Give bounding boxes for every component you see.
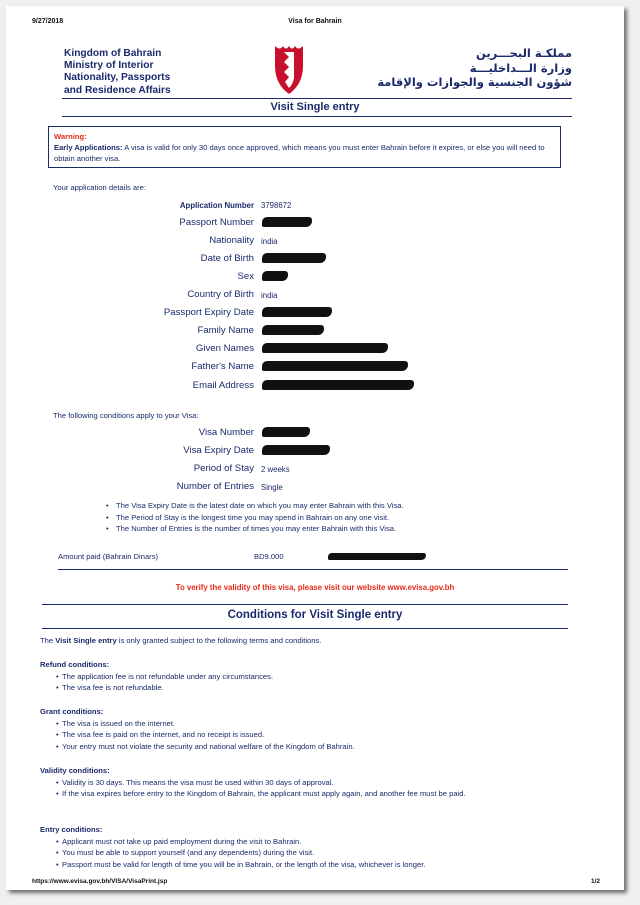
conditions-intro-visa-type: Visit Single entry (55, 636, 117, 645)
field-row-date-of-birth (6, 253, 624, 271)
warning-text-block (54, 142, 555, 164)
redaction-mark (262, 343, 388, 353)
field-value: 3798672 (261, 201, 292, 210)
list-item: • You must be able to support yourself (and any dependents) during the visit. (40, 847, 580, 859)
field-value: 2 weeks (261, 465, 290, 474)
conditions-intro (40, 636, 321, 645)
field-label: Family Name (197, 325, 254, 336)
visa-notes-list (106, 500, 566, 535)
field-value: india (261, 291, 278, 300)
field-row-email-address (6, 380, 624, 398)
title-divider (62, 116, 572, 117)
redaction-mark (262, 307, 332, 317)
ministry-line: Nationality, Passports (64, 72, 171, 84)
amount-paid-row (58, 552, 558, 564)
amount-label: Amount paid (Bahrain Dinars) (58, 552, 159, 561)
visa-intro: The following conditions apply to your Visa: (53, 411, 199, 420)
warning-box (48, 126, 561, 168)
ministry-name-english (64, 48, 171, 97)
list-item: • The Period of Stay is the longest time you may spend in Bahrain on any one visit. (106, 512, 566, 524)
field-row-visa-number (6, 427, 624, 445)
field-row-sex (6, 271, 624, 289)
list-item: • Your entry must not violate the security and national welfare of the Kingdom of Bahrain. (40, 741, 580, 753)
print-footer (32, 878, 600, 888)
print-header (32, 18, 598, 28)
field-label: Nationality (209, 235, 254, 246)
redaction-mark (262, 217, 312, 227)
field-value: india (261, 237, 278, 246)
warning-title: Warning: (54, 132, 87, 141)
verify-notice: To verify the validity of this visa, please visit our website www.evisa.gov.bh (175, 583, 455, 592)
field-row-country-of-birth (6, 289, 624, 307)
list-item: • Applicant must not take up paid employment during the visit to Bahrain. (40, 836, 580, 848)
ministry-line-ar: مملكـة البحـــرين (476, 46, 572, 60)
field-value: Single (261, 483, 283, 492)
validity-conditions (40, 765, 580, 800)
field-label: Application Number (179, 201, 254, 210)
warning-label: Early Applications: (54, 143, 123, 152)
print-title: Visa for Bahrain (288, 18, 342, 25)
warning-text: A visa is valid for only 30 days once approved, which means you must enter Bahrain before it expires, or else you will need to obtain another visa. (54, 143, 545, 163)
footer-url: https://www.evisa.gov.bh/VISA/VisaPrint.jsp (32, 878, 168, 885)
print-date: 9/27/2018 (32, 18, 64, 25)
list-item: • The Visa Expiry Date is the latest date on which you may enter Bahrain with this Visa. (106, 500, 566, 512)
field-label: Number of Entries (176, 481, 254, 492)
redaction-mark (262, 427, 310, 437)
field-label: Period of Stay (193, 463, 254, 474)
field-row-given-names (6, 343, 624, 361)
redaction-mark (262, 253, 326, 263)
field-row-number-of-entries (6, 481, 624, 499)
field-label: Passport Expiry Date (163, 307, 254, 318)
field-label: Given Names (195, 343, 254, 354)
footer-page-number: 1/2 (590, 878, 600, 885)
list-item: • The application fee is not refundable under any circumstances. (40, 671, 580, 683)
refund-conditions (40, 659, 580, 694)
field-label: Sex (237, 271, 254, 282)
list-item: • Passport must be valid for length of time you will be in Bahrain, or the length of the visa, whichever is longer. (40, 859, 580, 871)
ministry-name-arabic (377, 46, 572, 90)
redaction-mark (262, 325, 324, 335)
redaction-mark (328, 553, 426, 560)
field-row-visa-expiry-date (6, 445, 624, 463)
list-item: • The Number of Entries is the number of times you may enter Bahrain with this Visa. (106, 523, 566, 535)
ministry-line-ar: شؤون الجنسية والجوازات والإقامة (377, 75, 572, 89)
condition-heading: Validity conditions: (40, 766, 110, 775)
grant-conditions (40, 706, 580, 752)
field-row-fathers-name (6, 361, 624, 379)
list-item: • The visa is issued on the internet. (40, 718, 580, 730)
header-divider (62, 98, 572, 99)
field-label: Date of Birth (200, 253, 254, 264)
list-item: • The visa fee is paid on the internet, and no receipt is issued. (40, 729, 580, 741)
ministry-line-ar: وزارة الـــداخليـــة (469, 60, 572, 75)
field-row-passport-expiry-date (6, 307, 624, 325)
document-page (6, 6, 624, 890)
amount-divider (58, 569, 568, 570)
field-label: Passport Number (179, 217, 254, 228)
field-label: Email Address (192, 380, 254, 391)
field-row-passport-number (6, 217, 624, 235)
redaction-mark (262, 380, 414, 390)
application-intro: Your application details are: (53, 183, 147, 192)
entry-conditions (40, 824, 580, 870)
redaction-mark (262, 271, 288, 281)
conditions-intro-suffix: is only granted subject to the following terms and conditions. (116, 636, 322, 645)
field-label: Visa Number (198, 427, 254, 438)
redaction-mark (262, 445, 330, 455)
conditions-title: Conditions for Visit Single entry (227, 609, 403, 621)
list-item: • If the visa expires before entry to the Kingdom of Bahrain, the applicant must apply again, and another fee must be paid. (40, 788, 580, 800)
condition-heading: Refund conditions: (40, 660, 110, 669)
ministry-line: Kingdom of Bahrain (64, 48, 162, 59)
ministry-line: Ministry of Interior (64, 60, 154, 72)
conditions-divider (42, 628, 568, 629)
list-item: • The visa fee is not refundable. (40, 682, 580, 694)
list-item: • Validity is 30 days. This means the visa must be used within 30 days of approval. (40, 777, 580, 789)
conditions-intro-prefix: The (40, 636, 56, 645)
document-title: Visit Single entry (270, 101, 360, 113)
field-row-family-name (6, 325, 624, 343)
field-row-period-of-stay (6, 463, 624, 481)
redaction-mark (262, 361, 408, 371)
verify-divider (42, 604, 568, 605)
condition-heading: Grant conditions: (40, 707, 104, 716)
condition-heading: Entry conditions: (40, 825, 103, 834)
bahrain-emblem-icon (274, 44, 304, 96)
field-row-application-number (6, 199, 624, 217)
ministry-line: and Residence Affairs (64, 84, 171, 96)
field-row-nationality (6, 235, 624, 253)
amount-value: BD9.000 (254, 552, 284, 561)
field-label: Country of Birth (187, 289, 254, 300)
field-label: Father's Name (191, 361, 254, 372)
field-label: Visa Expiry Date (183, 445, 254, 456)
